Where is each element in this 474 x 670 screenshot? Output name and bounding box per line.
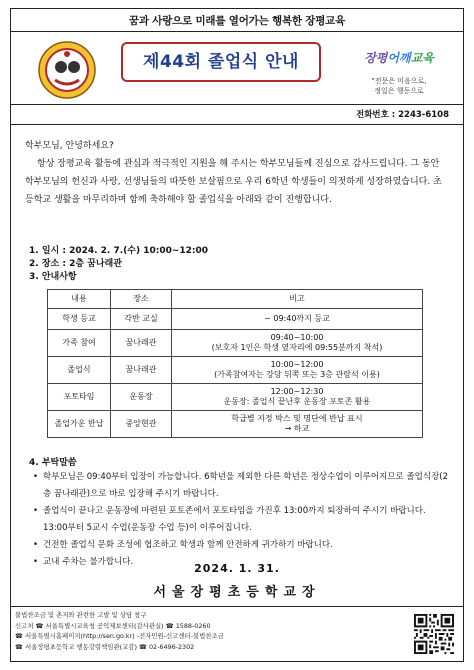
note-line: (보호자 1인은 학생 옆자리에 09:55분까지 착석) (211, 343, 383, 352)
table-row (48, 330, 423, 357)
note-line: 운동장: 졸업식 끝난후 운동장 포토존 활용 (223, 397, 371, 406)
divider (11, 104, 463, 105)
notes-list (33, 469, 449, 571)
event-date: 1. 일시 : 2024. 2. 7.(수) 10:00~12:00 (29, 246, 209, 256)
slogan: 꿈과 사랑으로 미래를 열어가는 행복한 장평교육 (128, 15, 346, 27)
cell-place: 운동장 (111, 384, 172, 411)
brand-word-2: 어깨 (387, 51, 411, 65)
notes-heading: 4. 부탁말씀 (29, 458, 77, 468)
note-line: 10:00~12:00 (270, 360, 324, 369)
event-info (29, 245, 208, 284)
brand-word-1: 장평 (364, 51, 388, 65)
table-header-row (48, 290, 423, 309)
divider (11, 31, 463, 32)
schedule-table (47, 289, 423, 438)
cell-content: 포토타임 (48, 384, 111, 411)
brand-quote-line2: 정일은 행동으로 (374, 87, 424, 95)
column-header: 장소 (111, 290, 172, 309)
event-place: 2. 장소 : 2층 꿈나래관 (29, 259, 122, 269)
title-box (121, 42, 321, 82)
cell-content: 졸업식 (48, 357, 111, 384)
qr-code-icon[interactable] (414, 614, 454, 654)
list-item: • 졸업식이 끝나고 운동장에 마련된 포토존에서 포토타임을 가진후 13:00까지 퇴장하여 주시기 바랍니다. 13:00부터 5교시 수업(운동장 수업 등)이 이루어집니다. (33, 503, 449, 537)
notice-page (10, 8, 464, 662)
divider (11, 124, 463, 125)
note-line: 09:40~10:00 (270, 333, 324, 342)
list-item: • 학부모님은 09:40부터 입장이 가능합니다. 6학년을 제외한 다른 학년은 정상수업이 이루어지므로 졸업식장(2층 꿈나래관)으로 바로 입장해 주시기 바랍니다. (33, 469, 449, 503)
cell-note (172, 411, 423, 438)
cell-note (172, 309, 423, 330)
page-title: 제44회 졸업식 안내 (143, 52, 299, 72)
table-row (48, 411, 423, 438)
school-emblem-icon (37, 40, 97, 100)
cell-content: 학생 등교 (48, 309, 111, 330)
footer-line: ☎ 서울장평초등학교 행동강령책임관(교감) ☎ 02-6496-2302 (15, 642, 195, 651)
brand-word-3: 교육 (410, 51, 434, 65)
note-line: (가족참여자는 강당 뒤쪽 또는 3층 관람석 이용) (214, 370, 380, 379)
cell-content: 가족 참여 (48, 330, 111, 357)
school-name: 서울장평초등학교장 (153, 585, 321, 600)
table-row (48, 357, 423, 384)
table-row (48, 384, 423, 411)
footer (11, 606, 463, 663)
cell-note (172, 330, 423, 357)
brand-quote (344, 76, 454, 96)
footer-line: 신고처 ☎ 서울특별시교육청 공익제보센터(감사관실) ☎ 1588-0260 (15, 621, 211, 630)
phone-number: 전화번호 : 2243-6108 (355, 110, 449, 120)
brand-quote-line1: "전문은 미음으로, (371, 77, 427, 85)
table-row (48, 309, 423, 330)
brand-logo (344, 49, 454, 96)
cell-content: 졸업가운 반납 (48, 411, 111, 438)
schedule-heading: 3. 안내사항 (29, 272, 77, 282)
cell-note (172, 357, 423, 384)
cell-place: 꿈나래관 (111, 357, 172, 384)
footer-line: ☎ 서울특별시홈페이지(http://sen.go.kr) -전자민원-신고센터-불법찬조금 (15, 632, 224, 641)
cell-note (172, 384, 423, 411)
list-item: • 교내 주차는 불가합니다. (33, 554, 449, 571)
cell-place: 중앙현관 (111, 411, 172, 438)
cell-place: 꿈나래관 (111, 330, 172, 357)
note-line: ~ 09:40까지 등교 (264, 314, 330, 323)
column-header: 비고 (172, 290, 423, 309)
list-item: • 건전한 졸업식 문화 조성에 협조하고 학생과 함께 안전하게 귀가하기 바랍니다. (33, 537, 449, 554)
footer-line: 불법찬조금 및 촌지와 관련한 고발 및 상담 창구 (15, 611, 147, 619)
brand-wordmark (344, 49, 454, 66)
issue-date: 2024. 1. 31. (194, 562, 280, 575)
footer-text (15, 610, 224, 652)
cell-place: 각반 교실 (111, 309, 172, 330)
note-line: 12:00~12:30 (270, 387, 324, 396)
letter-body (25, 137, 449, 209)
letter-paragraph: 항상 장평교육 활동에 관심과 적극적인 지원을 해 주시는 학부모님들께 진심으로 감사드립니다. 그 동안 학부모님의 헌신과 사랑, 선생님들의 따뜻한 보살핌으로 우리 6학년 학생들이 의젓하게 성장하였습니다. 초등학교 생활을 마무리하며 함께 축하해야 할 졸업식을 아래와 같이 진행합니다. (25, 159, 442, 205)
note-line: 학급별 지정 박스 및 명단에 반납 표시 (231, 414, 363, 423)
greeting: 학부모님, 안녕하세요? (25, 141, 114, 151)
note-line: → 하교 (284, 424, 310, 433)
column-header: 내용 (48, 290, 111, 309)
